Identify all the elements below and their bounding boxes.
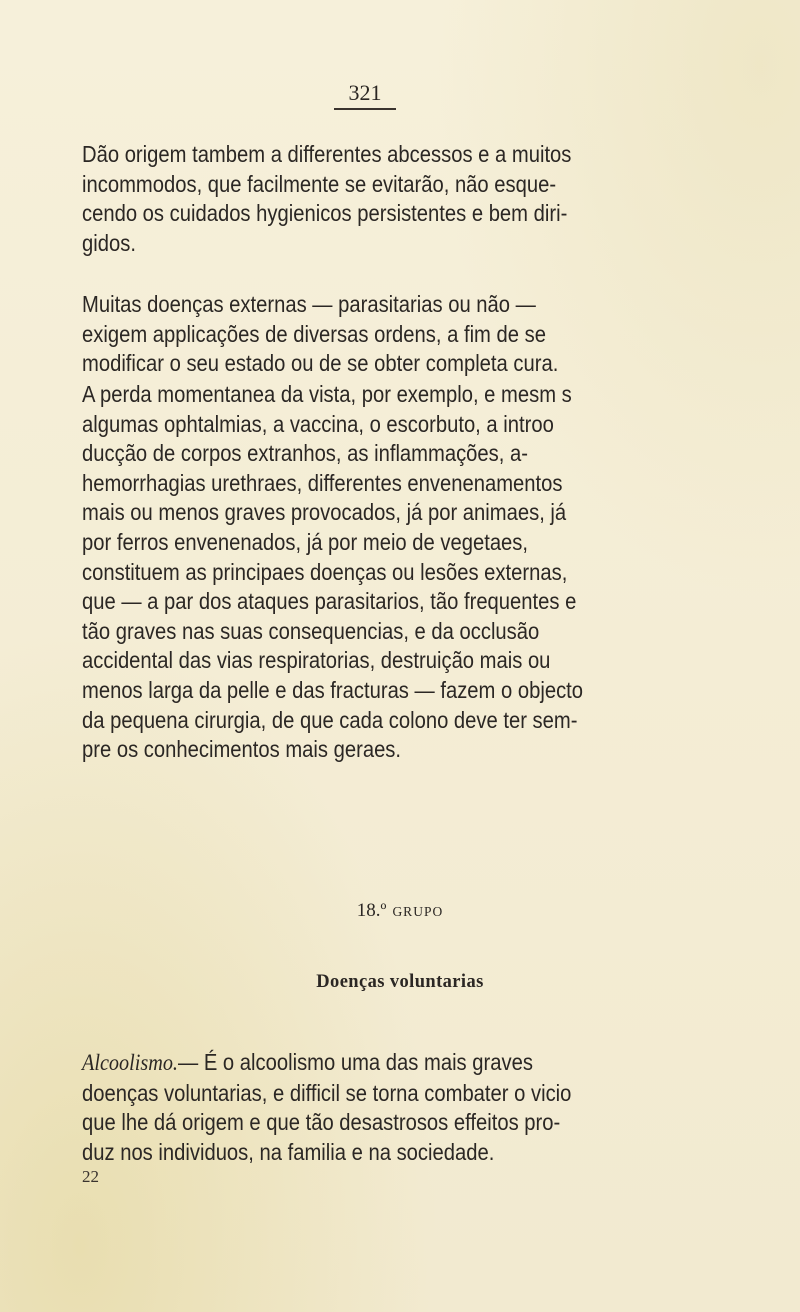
group-heading: [0, 900, 800, 922]
text-line: da pequena cirurgia, de que cada colono deve ter sem-: [82, 706, 578, 733]
text-line: algumas ophtalmias, a vaccina, o escorbuto, a introo: [82, 410, 554, 437]
text-line: hemorrhagias urethraes, differentes envenenamentos: [82, 469, 563, 496]
first-line-rest: — É o alcoolismo uma das mais graves: [177, 1049, 533, 1075]
paragraph-2: [82, 290, 672, 379]
page-number: 321: [348, 80, 382, 105]
group-word: GRUPO: [392, 904, 444, 919]
text-line: incommodos, que facilmente se evitarão, não esque-: [82, 170, 557, 197]
italic-lead: Alcoolismo.: [82, 1050, 178, 1076]
text-line: gidos.: [82, 229, 136, 256]
text-line: accidental das vias respiratorias, destruição mais ou: [82, 647, 551, 674]
text-line: mais ou menos graves provocados, já por animaes, já: [82, 499, 567, 526]
text-line: Muitas doenças externas — parasitarias ou não —: [82, 291, 536, 317]
text-line: doenças voluntarias, e difficil se torna combater o vicio: [82, 1079, 572, 1106]
text-line: [82, 1048, 672, 1079]
text-line: tão graves nas suas consequencias, e da occlusão: [82, 617, 540, 644]
text-line: menos larga da pelle e das fracturas — fazem o objecto: [82, 676, 584, 703]
text-line: exigem applicações de diversas ordens, a fim de se: [82, 320, 546, 347]
text-line: por ferros envenenados, já por meio de vegetaes,: [82, 528, 529, 555]
paragraph-3: [82, 380, 672, 765]
text-line: ducção de corpos extranhos, as inflammações, a-: [82, 440, 528, 467]
text-line: duz nos individuos, na familia e na sociedade.: [82, 1138, 495, 1165]
text-line: pre os conhecimentos mais geraes.: [82, 736, 402, 763]
signature-mark: 22: [82, 1167, 99, 1186]
paragraph-4: [82, 1048, 672, 1167]
group-ordinal: 18.º: [356, 900, 387, 921]
paragraph-1: [82, 140, 672, 258]
page-number-rule: [334, 108, 396, 110]
text-line: que lhe dá origem e que tão desastrosos effeitos pro-: [82, 1109, 561, 1136]
text-line: A perda momentanea da vista, por exemplo, e mesm s: [82, 381, 572, 407]
text-line: que — a par dos ataques parasitarios, tão frequentes e: [82, 588, 577, 615]
text-line: Dão origem tambem a differentes abcessos e a muitos: [82, 141, 572, 167]
section-title: Doenças voluntarias: [316, 972, 484, 992]
text-line: cendo os cuidados hygienicos persistentes e bem diri-: [82, 200, 568, 227]
text-line: modificar o seu estado ou de se obter completa cura.: [82, 350, 559, 377]
text-line: constituem as principaes doenças ou lesões externas,: [82, 558, 568, 585]
